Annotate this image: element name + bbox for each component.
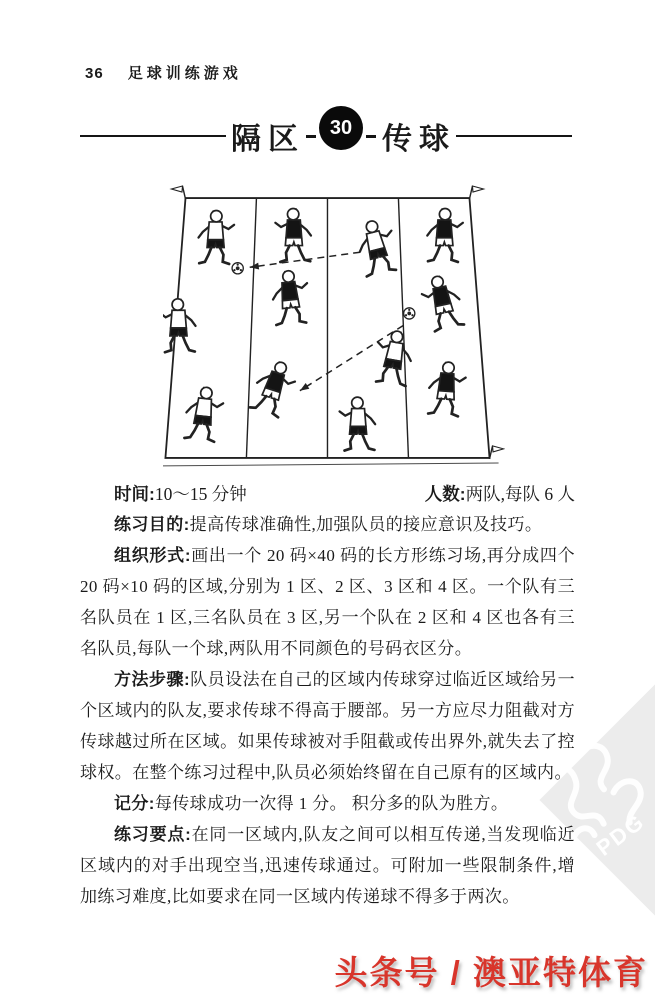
page-header bbox=[85, 62, 242, 83]
players-info bbox=[425, 480, 575, 508]
exercise-title bbox=[80, 110, 572, 162]
footer-watermark: 头条号 / 澳亚特体育 bbox=[334, 954, 648, 991]
section-goal-label: 练习目的: bbox=[114, 515, 190, 534]
corner-flag-icon bbox=[469, 186, 483, 199]
section-organization-label: 组织形式: bbox=[114, 546, 191, 565]
exercise-number-badge: 30 bbox=[319, 106, 363, 150]
section-method-text: 队员设法在自己的区域内传球穿过临近区域给另一个区域内的队友,要求传球不得高于腰部。另一方应尽力阻截对方传球越过所在区域。如果传球被对手阻截或传出界外,就失去了控球权。在整个练习过程中,队员必须始终留在自己原有的区域内。 bbox=[80, 670, 575, 782]
book-title: 足球训练游戏 bbox=[127, 65, 242, 82]
section-goal-text: 提高传球准确性,加强队员的接应意识及技巧。 bbox=[189, 515, 543, 534]
corner-flag-icon bbox=[171, 186, 185, 199]
pdg-watermark-text: PDG bbox=[591, 808, 650, 861]
section-key-points bbox=[80, 819, 575, 912]
section-scoring-text: 每传球成功一次得 1 分。 积分多的队为胜方。 bbox=[154, 794, 509, 813]
exercise-title-right: 传球 bbox=[382, 123, 456, 156]
title-dash bbox=[366, 135, 376, 138]
section-key-points-label: 练习要点: bbox=[114, 825, 192, 844]
section-method-label: 方法步骤: bbox=[114, 670, 191, 689]
section-scoring-label: 记分: bbox=[114, 794, 155, 813]
time-value: 10～15 分钟 bbox=[154, 484, 247, 504]
football-icon bbox=[404, 308, 415, 319]
corner-flag-icon bbox=[490, 446, 504, 459]
title-rule-left bbox=[80, 135, 226, 137]
exercise-title-left: 隔区 bbox=[231, 123, 305, 156]
section-scoring bbox=[80, 788, 575, 819]
section-key-points-text: 在同一区域内,队友之间可以相互传递,当发现临近区域内的对手出现空当,迅速传球通过。可附加一些限制条件,增加练习难度,比如要求在同一区域内传递球不得多于两次。 bbox=[80, 825, 575, 906]
field-diagram bbox=[163, 184, 505, 480]
players-label: 人数: bbox=[424, 484, 466, 504]
field-diagram-svg bbox=[163, 184, 505, 480]
text-sections bbox=[80, 509, 575, 912]
time-info bbox=[80, 480, 247, 508]
info-row bbox=[80, 480, 575, 508]
page-number: 36 bbox=[85, 65, 104, 82]
players-value: 两队,每队 6 人 bbox=[465, 484, 575, 504]
section-organization bbox=[80, 540, 575, 664]
title-rule-right bbox=[456, 135, 572, 137]
section-method bbox=[80, 664, 575, 788]
time-label: 时间: bbox=[114, 484, 155, 504]
section-goal bbox=[80, 509, 575, 540]
title-dash bbox=[306, 135, 316, 138]
football-icon bbox=[232, 263, 243, 274]
section-organization-text: 画出一个 20 码×40 码的长方形练习场,再分成四个 20 码×10 码的区域,分别为 1 区、2 区、3 区和 4 区。一个队有三名队员在 1 区,三名队员在 3 区,另一个队在 2 区和 4 区也各有三名队员,每队一个球,两队用不同颜色的号码衣区分。 bbox=[80, 546, 575, 658]
